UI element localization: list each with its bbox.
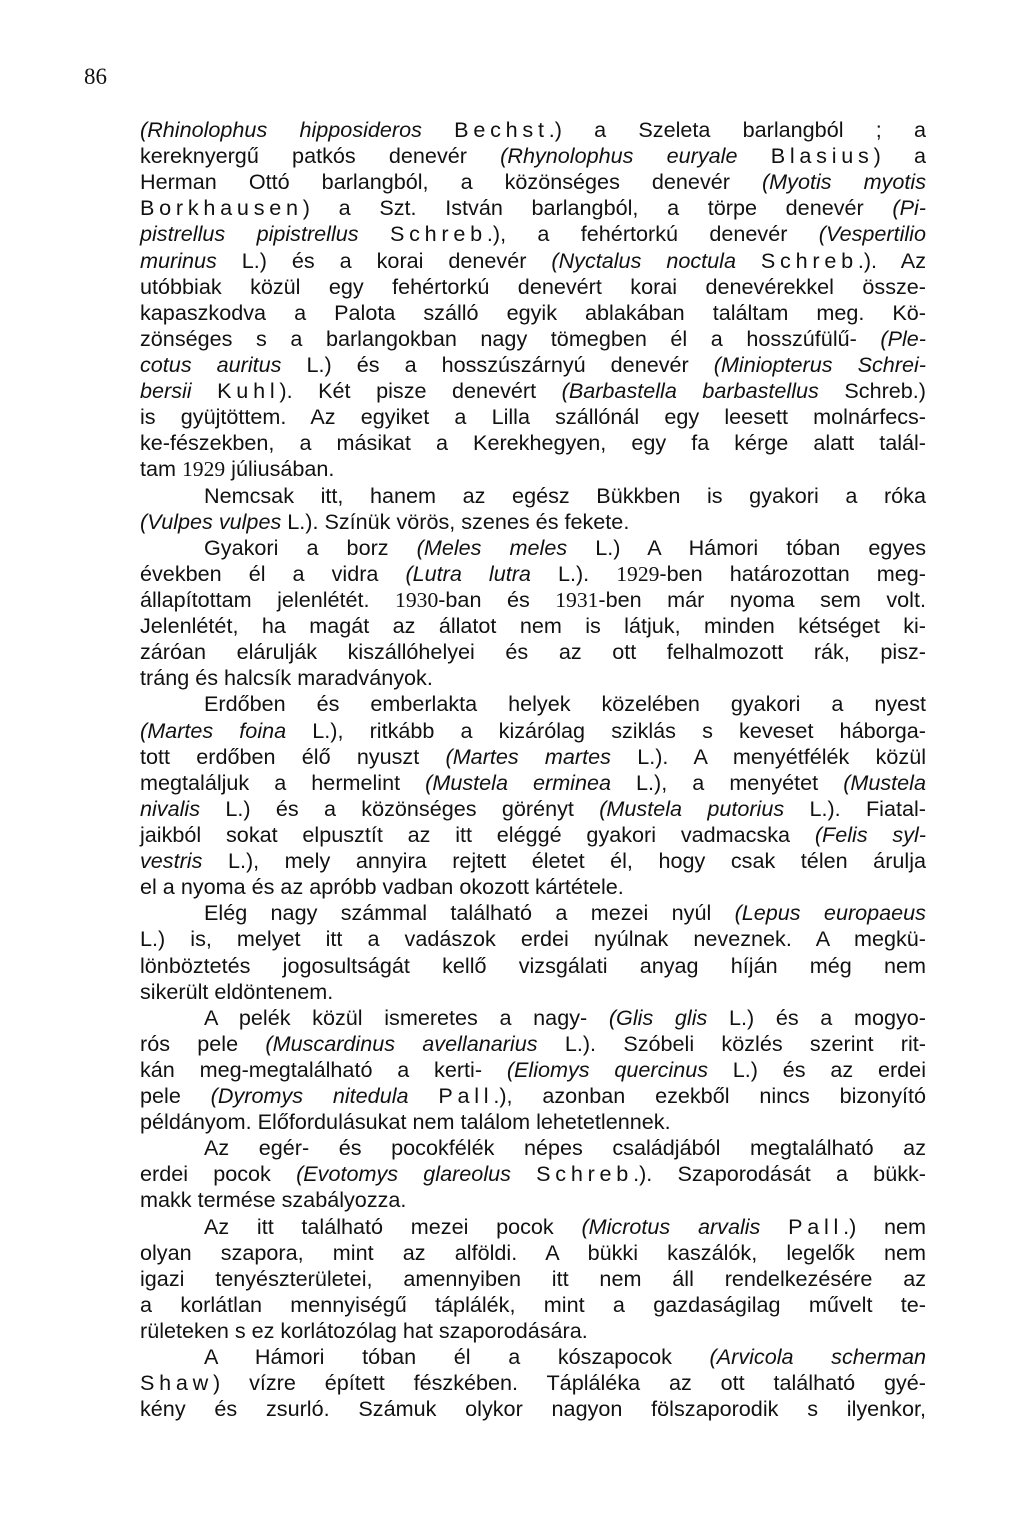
latin-name: (Mustela erminea [425,769,637,795]
text-segment: tott erdőben élő nyuszt [140,743,446,769]
text-segment: ) a [873,143,927,169]
text-line [140,953,926,979]
text-segment: L.), a menyétet [636,769,844,795]
latin-name: (Barbastella barbastellus [561,378,845,404]
text-segment: el a nyoma és az apróbb vadban okozott kártétele. [140,874,624,900]
page-number: 86 [84,64,107,89]
text-line [140,1214,926,1240]
text-line [140,796,926,822]
text-segment: ) vízre épített fészkében. Tápláléka az ott található gyé- [213,1370,926,1396]
text-line [140,665,926,691]
text-segment: júliusában. [225,456,335,482]
text-segment: megtaláljuk a hermelint [140,769,426,795]
text-segment: -ban és [438,586,556,612]
text-segment: L.) A Hámori tóban egyes [595,534,926,560]
text-segment: utóbbiak közül egy fehértorkú denevért korai denevérekkel össze- [140,273,926,299]
text-segment: A pelék közül ismeretes a nagy- [204,1004,609,1030]
text-segment: kapaszkodva a Palota szálló egyik ablakában találtam meg. Kö- [140,299,926,325]
text-segment: L.). [557,560,617,586]
text-line [140,691,926,717]
text-line [140,1161,926,1187]
text-segment: L.), ritkább a kizárólag sziklás s keveset háborga- [312,717,926,743]
text-segment: L.), mely annyira rejtett életet él, hogy csak télen árulja [227,848,926,874]
latin-name: murinus [140,247,242,273]
text-line [140,117,926,143]
text-segment: L.). Fiatal- [809,795,926,821]
text-segment: lönböztetés jogosultságát kellő vizsgálati anyag híján még nem [140,952,926,978]
text-line [140,352,926,378]
author-name: Pall [438,1083,494,1109]
text-segment: L.) és a hosszúszárnyú denevér [306,351,714,377]
latin-name: nivalis [140,795,226,821]
text-segment: Az egér- és pocokfélék népes családjából megtalálható az [204,1135,926,1161]
text-segment: L.). Színük vörös, szenes és fekete. [287,508,630,534]
text-segment: L.) és az erdei [732,1056,926,1082]
text-line [140,1396,926,1422]
text-segment: .) a Szeleta barlangból ; a [548,117,926,142]
text-segment: .) nem [843,1213,927,1239]
latin-name: pistrellus pipistrellus [140,221,390,247]
text-line [140,1370,926,1396]
text-line [140,274,926,300]
text-segment: sikerült eldöntenem. [140,978,334,1004]
text-line [140,926,926,952]
text-segment: 1929 [182,457,226,482]
text-segment: erdei pocok [140,1161,297,1187]
text-segment: L.). Szóbeli közlés szerint rit- [564,1030,926,1056]
text-segment: Elég nagy számmal található a mezei nyúl [204,900,735,926]
text-line [140,1135,926,1161]
text-segment: 1930 [395,587,439,612]
text-line [140,1005,926,1031]
latin-name: (Muscardinus avellanarius [265,1030,565,1056]
latin-name: (Vespertilio [818,221,926,247]
text-segment: .), azonban ezekből nincs bizonyító [493,1083,926,1109]
text-line [140,900,926,926]
latin-name: (Lepus europaeus [734,900,926,926]
latin-name: (Mustela [843,769,926,795]
text-segment: a korlátlan mennyiségű táplálék, mint a gazdaságilag művelt te- [140,1291,926,1317]
author-name: Shaw [140,1370,214,1396]
text-line [140,718,926,744]
text-segment: példányom. Előfordulásukat nem találom lehetetlennek. [140,1109,671,1135]
text-line [140,561,926,587]
text-line [140,404,926,430]
text-line [140,483,926,509]
latin-name: cotus auritus [140,351,307,377]
latin-name: (Miniopterus Schrei- [713,351,926,377]
text-segment: záróan elárulják kiszállóhelyei és az ott felhalmozott rák, pisz- [140,639,926,665]
text-segment: zönséges s a barlangokban nagy tömegben él a hosszúfülű- [140,325,881,351]
latin-name: (Martes foina [140,717,313,743]
latin-name: (Lutra lutra [405,560,558,586]
text-line [140,535,926,561]
text-line [140,1187,926,1213]
text-line [140,1057,926,1083]
text-line [140,639,926,665]
author-name: Schreb [389,221,487,247]
text-line [140,1240,926,1266]
text-line [140,1266,926,1292]
text-line [140,744,926,770]
latin-name: (Nyctalus noctula [551,247,761,273]
text-segment: években él a vidra [140,560,406,586]
text-segment: L.) is, melyet itt a vadászok erdei nyúlnak neveznek. A megkü- [140,926,926,952]
latin-name: (Myotis myotis [761,169,926,195]
author-name: Blasius [770,143,874,169]
text-line [140,169,926,195]
text-segment: ). Két pisze denevért [279,378,562,404]
text-line [140,770,926,796]
text-line [140,848,926,874]
latin-name: (Pi- [892,195,926,221]
author-name: Bechst [454,117,549,142]
body-text [140,117,926,1422]
text-line [140,248,926,274]
text-segment: .). Szaporodását a bükk- [633,1161,926,1187]
latin-name: (Rhinolophus hipposideros [140,117,455,142]
text-segment: Erdőben és emberlakta helyek közelében gyakori a nyest [204,691,926,717]
text-segment: ke-fészekben, a másikat a Kerekhegyen, egy fa kérge alatt talál- [140,430,926,456]
latin-name: bersii [140,378,218,404]
text-segment: L.). A menyétfélék közül [637,743,926,769]
text-line [140,1083,926,1109]
latin-name: (Rhynolophus euryale [500,143,771,169]
text-segment: 1931 [555,587,599,612]
text-segment: L.) és a közönséges görényt [225,795,600,821]
latin-name: (Microtus arvalis [581,1213,789,1239]
text-segment: A Hámori tóban él a kószapocok [204,1344,710,1370]
text-line [140,221,926,247]
author-name: Schreb [536,1161,634,1187]
text-line [140,300,926,326]
text-segment: Herman Ottó barlangból, a közönséges denevér [140,169,762,195]
text-segment: Schreb.) [844,378,926,404]
author-name: Borkhausen [140,195,303,221]
text-line [140,378,926,404]
text-line [140,1318,926,1344]
text-segment: kereknyergű patkós denevér [140,143,501,169]
text-segment: kán meg-megtalálható a kerti- [140,1056,507,1082]
text-line [140,874,926,900]
latin-name: vestris [140,848,228,874]
text-segment: rós pele [140,1030,266,1056]
text-segment: makk termése szabályozza. [140,1187,407,1213]
text-segment: kény és zsurló. Számuk olykor nagyon fölszaporodik s ilyenkor, [140,1396,926,1422]
text-line [140,587,926,613]
text-segment: Gyakori a borz [204,534,417,560]
latin-name: (Felis syl- [814,821,926,847]
text-line [140,509,926,535]
text-segment: jaikból sokat elpusztít az itt eléggé gyakori vadmacska [140,821,815,847]
text-segment: .). Az [857,247,926,273]
latin-name: (Eliomys quercinus [506,1056,733,1082]
text-segment: állapítottam jelenlétét. [140,586,396,612]
text-line [140,1344,926,1370]
text-line [140,979,926,1005]
text-line [140,456,926,482]
latin-name: (Martes martes [445,743,638,769]
text-segment: pele [140,1083,211,1109]
text-segment: L.) és a korai denevér [241,247,552,273]
author-name: Pall [788,1213,844,1239]
text-segment: 1929 [616,561,660,586]
text-segment: olyan szapora, mint az alföldi. A bükki kaszálók, legelők nem [140,1239,926,1265]
author-name: Kuhl [217,378,280,404]
text-segment: L.) és a mogyo- [728,1004,926,1030]
text-line [140,143,926,169]
text-segment: igazi tenyészterületei, amennyiben itt nem áll rendelkezésére az [140,1265,926,1291]
latin-name: (Dyromys nitedula [210,1083,439,1109]
latin-name: (Arvicola scherman [709,1344,926,1370]
latin-name: (Vulpes vulpes [140,508,288,534]
latin-name: (Glis glis [608,1004,729,1030]
text-segment: Nemcsak itt, hanem az egész Bükkben is gyakori a róka [204,482,926,508]
text-segment: is gyüjtöttem. Az egyiket a Lilla szállónál egy leesett molnárfecs- [140,404,926,430]
latin-name: (Mustela putorius [599,795,810,821]
text-segment: -ben már nyoma sem volt. [598,586,926,612]
text-segment: tráng és halcsík maradványok. [140,665,433,691]
text-line [140,613,926,639]
text-segment: .), a fehértorkú denevér [486,221,819,247]
latin-name: (Evotomys glareolus [296,1161,537,1187]
text-segment: ) a Szt. István barlangból, a törpe denevér [302,195,893,221]
text-segment: rületeken s ez korlátozólag hat szaporodására. [140,1318,588,1344]
text-segment: Az itt található mezei pocok [204,1213,582,1239]
author-name: Schreb [760,247,858,273]
text-segment: tam [140,456,182,482]
text-segment: Jelenlétét, ha magát az állatot nem is látjuk, minden kétséget ki- [140,613,926,639]
text-line [140,1292,926,1318]
text-line [140,822,926,848]
text-line [140,1109,926,1135]
latin-name: (Meles meles [416,534,596,560]
text-line [140,195,926,221]
text-line [140,1031,926,1057]
text-line [140,326,926,352]
latin-name: (Ple- [880,325,926,351]
text-line [140,430,926,456]
text-segment: -ben határozottan meg- [659,560,926,586]
